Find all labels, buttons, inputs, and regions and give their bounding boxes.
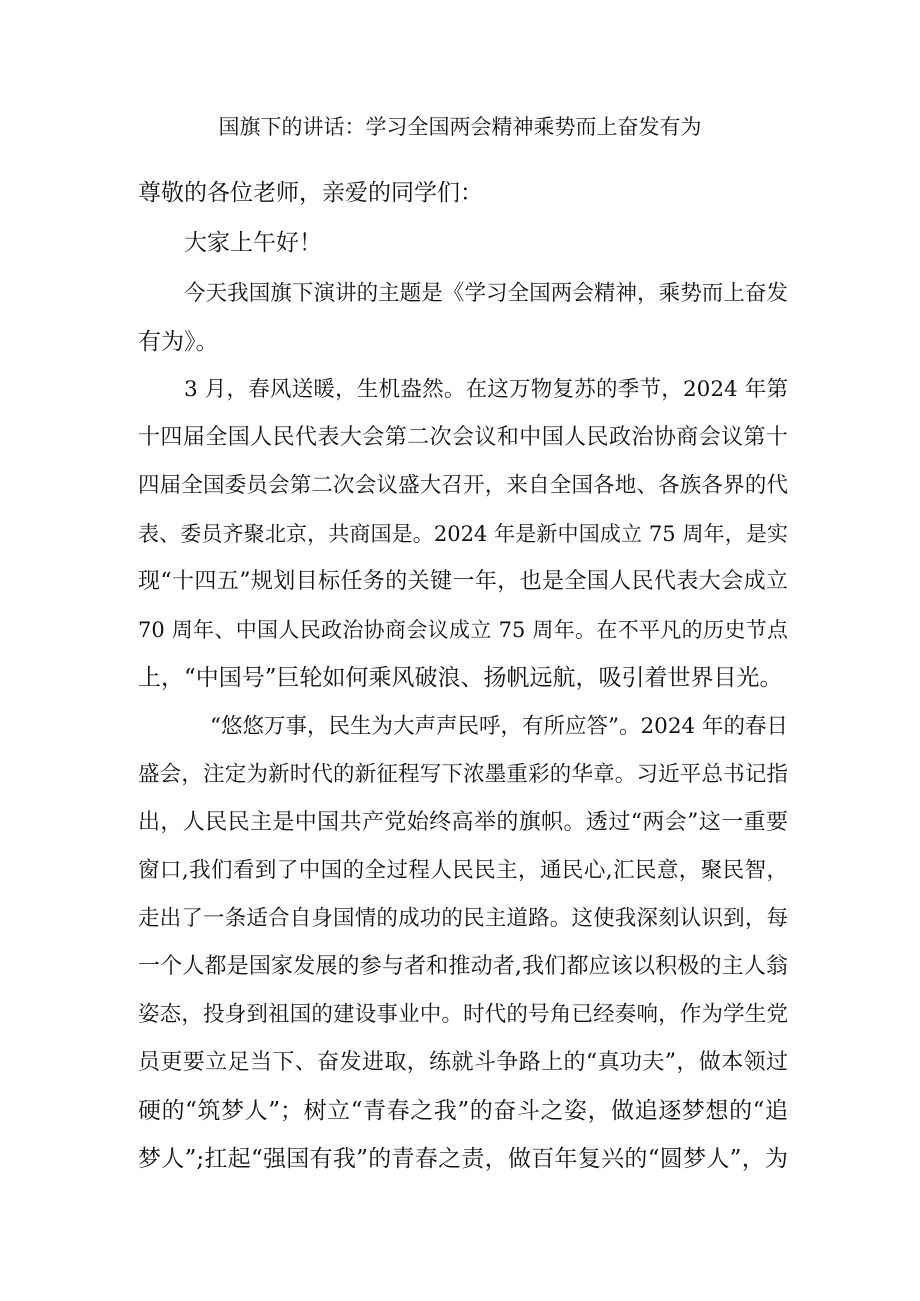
paragraph-3-line-2: 盛会，注定为新时代的新征程写下浓墨重彩的华章。习近平总书记指 [138,762,788,787]
paragraph-3-line-1: “悠悠万事，民生为大声声民呼，有所应答”。2024 年的春日 [210,714,789,739]
paragraph-3-line-5: 走出了一条适合自身国情的成功的民主道路。这使我深刻认识到，每 [138,906,788,931]
paragraph-3-line-6: 一个人都是国家发展的参与者和推动者,我们都应该以积极的主人翁 [138,954,788,979]
paragraph-1-line-2: 有为》。 [138,329,219,355]
document-title: 国旗下的讲话：学习全国两会精神乘势而上奋发有为 [218,115,702,139]
paragraph-3-line-8: 员更要立足当下、奋发进取，练就斗争路上的“真功夫”，做本领过 [138,1050,788,1075]
paragraph-3-line-4: 窗口,我们看到了中国的全过程人民民主，通民心,汇民意，聚民智， [138,858,788,883]
paragraph-2-line-3: 四届全国委员会第二次会议盛大召开，来自全国各地、各族各界的代 [138,473,788,498]
paragraph-1-line-1: 今天我国旗下演讲的主题是《学习全国两会精神，乘势而上奋发 [184,281,788,306]
salutation: 尊敬的各位老师，亲爱的同学们： [138,180,483,206]
paragraph-3-line-3: 出，人民民主是中国共产党始终高举的旗帜。透过“两会”这一重要 [138,810,788,835]
greeting: 大家上午好！ [184,230,322,256]
paragraph-3-line-7: 姿态，投身到祖国的建设事业中。时代的号角已经奏响，作为学生党 [138,1002,788,1027]
paragraph-2-line-5: 现“十四五”规划目标任务的关键一年，也是全国人民代表大会成立 [138,569,788,594]
paragraph-2-line-7: 上，“中国号”巨轮如何乘风破浪、扬帆远航，吸引着世界目光。 [138,665,783,691]
paragraph-2-line-2: 十四届全国人民代表大会第二次会议和中国人民政治协商会议第十 [138,425,788,450]
paragraph-2-line-6: 70 周年、中国人民政治协商会议成立 75 周年。在不平凡的历史节点 [138,618,788,642]
paragraph-2-line-1: 3 月，春风送暖，生机盎然。在这万物复苏的季节，2024 年第 [184,377,788,402]
paragraph-3-line-9: 硬的“筑梦人”；树立“青春之我”的奋斗之姿，做追逐梦想的“追 [138,1098,788,1124]
paragraph-3-line-10: 梦人”;扛起“强国有我”的青春之责，做百年复兴的“圆梦人”，为 [138,1146,788,1172]
paragraph-2-line-4: 表、委员齐聚北京，共商国是。2024 年是新中国成立 75 周年，是实 [138,522,788,546]
